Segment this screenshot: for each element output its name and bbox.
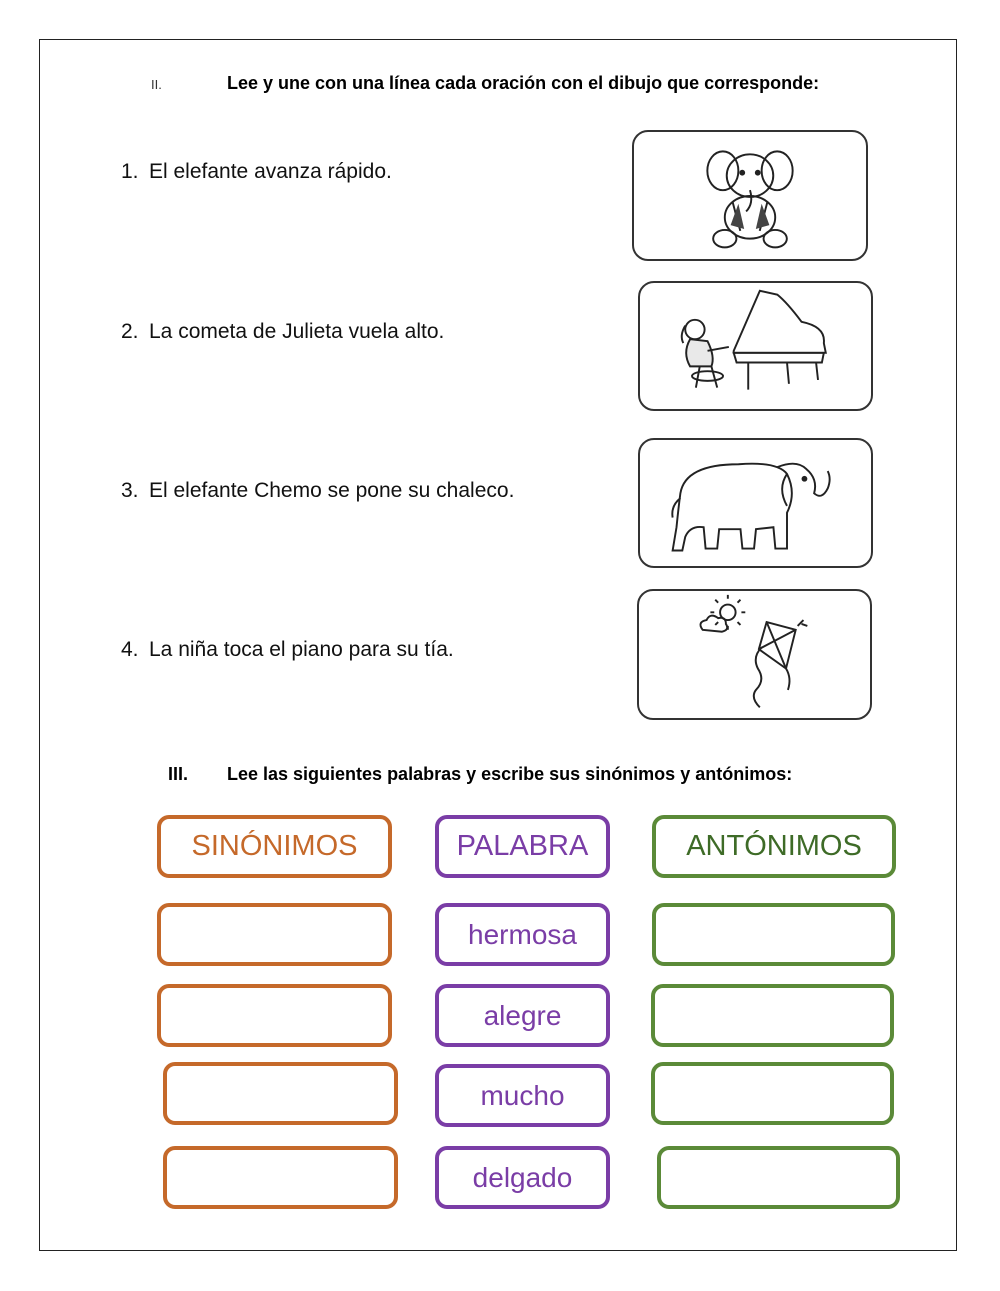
antonym-input-4[interactable] (657, 1146, 900, 1209)
sentence-1[interactable] (121, 160, 392, 184)
synonym-input-3[interactable] (163, 1062, 398, 1125)
word-alegre: alegre (435, 984, 610, 1047)
sentence-text: La niña toca el piano para su tía. (149, 638, 454, 661)
sentence-3[interactable] (121, 479, 514, 503)
sentence-2[interactable] (121, 320, 444, 344)
elephant-icon (640, 440, 871, 566)
sentence-number: 2. (121, 320, 139, 343)
synonyms-header: SINÓNIMOS (157, 815, 392, 878)
antonym-input-1[interactable] (652, 903, 895, 966)
sentence-text: El elefante avanza rápido. (149, 160, 392, 183)
synonym-input-2[interactable] (157, 984, 392, 1047)
synonym-input-1[interactable] (157, 903, 392, 966)
section-2-instruction: Lee y une con una línea cada oración con el dibujo que corresponde: (227, 73, 820, 93)
elephant-vest-icon (634, 132, 866, 259)
section-3-number: III. (168, 764, 189, 784)
sentence-number: 4. (121, 638, 139, 661)
picture-elephant-walking[interactable] (638, 438, 873, 568)
section-3-instruction: Lee las siguientes palabras y escribe sus sinónimos y antónimos: (227, 764, 793, 784)
antonym-input-2[interactable] (651, 984, 894, 1047)
antonyms-header: ANTÓNIMOS (652, 815, 896, 878)
kite-icon (639, 591, 870, 718)
sentence-text: La cometa de Julieta vuela alto. (149, 320, 445, 343)
word-delgado: delgado (435, 1146, 610, 1209)
section-2-number: II. (151, 77, 162, 92)
picture-girl-piano[interactable] (638, 281, 873, 411)
word-hermosa: hermosa (435, 903, 610, 966)
sentence-text: El elefante Chemo se pone su chaleco. (149, 479, 515, 502)
piano-icon (640, 283, 871, 409)
sentence-4[interactable] (121, 638, 454, 662)
sentence-number: 1. (121, 160, 139, 183)
sentence-number: 3. (121, 479, 139, 502)
word-mucho: mucho (435, 1064, 610, 1127)
picture-kite[interactable] (637, 589, 872, 720)
antonym-input-3[interactable] (651, 1062, 894, 1125)
word-header: PALABRA (435, 815, 610, 878)
synonym-input-4[interactable] (163, 1146, 398, 1209)
picture-elephant-vest[interactable] (632, 130, 868, 261)
